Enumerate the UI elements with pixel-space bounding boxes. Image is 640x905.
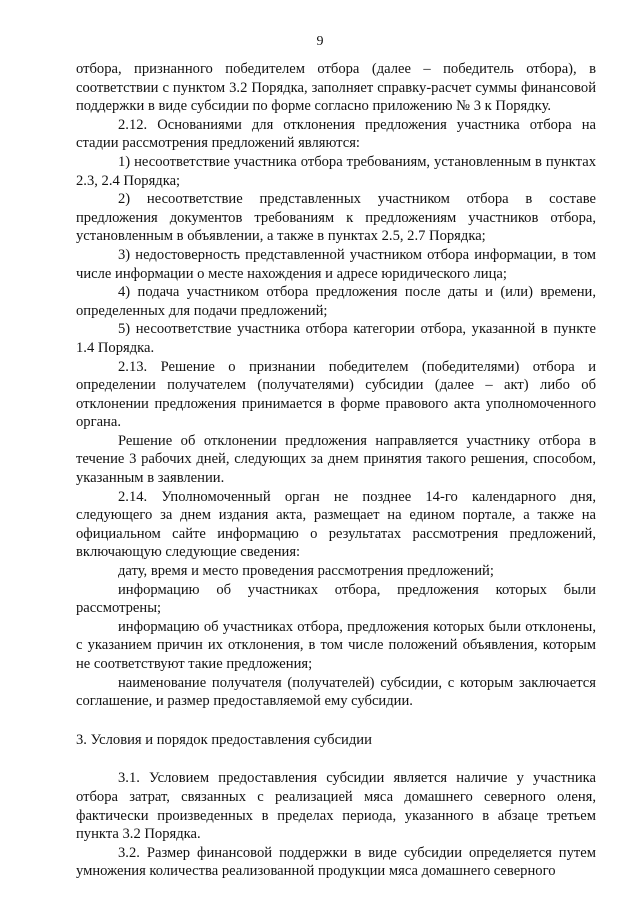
list-item: информацию об участниках отбора, предложения которых были отклонены, с указанием причин их отклонения, в том числе положений объявления, которым не соответствуют такие предложения;: [76, 618, 596, 672]
list-item: 4) подача участником отбора предложения после даты и (или) времени, определенных для подачи предложений;: [76, 284, 596, 319]
page-number: 9: [316, 34, 324, 49]
list-item: 5) несоответствие участника отбора категории отбора, указанной в пункте 1.4 Порядка.: [76, 321, 596, 356]
paragraph: 2.14. Уполномоченный орган не позднее 14-го календарного дня, следующего за днем издания акта, размещает на едином портале, а также на официальном сайте информацию о результатах рассмотрения предложений, включающую следующие сведения:: [76, 488, 596, 561]
list-item: дату, время и место проведения рассмотрения предложений;: [118, 563, 494, 580]
paragraph: Решение об отклонении предложения направляется участнику отбора в течение 3 рабочих дней, следующих за днем принятия такого решения, способом, указанным в заявлении.: [76, 432, 596, 487]
list-item: информацию об участниках отбора, предложения которых были рассмотрены;: [76, 581, 596, 617]
document-body: [76, 60, 596, 881]
list-item: 3) недостоверность представленной участником отбора информации, в том числе информации о месте нахождения и адресе юридического лица;: [76, 246, 596, 282]
paragraph: 2.13. Решение о признании победителем (победителями) отбора и определении получателем (получателями) субсидии (далее – акт) либо об отклонении предложения принимается в форме правового акта уполномоченного органа.: [76, 358, 596, 431]
list-item: наименование получателя (получателей) субсидии, с которым заключается соглашение, и размер предоставляемой ему субсидии.: [76, 674, 596, 710]
paragraph: 3.1. Условием предоставления субсидии является наличие у участника отбора затрат, связанных с реализацией мяса домашнего северного оленя, фактически произведенных в пределах периода, указанного в абзаце третьем пункта 3.2 Порядка.: [76, 770, 596, 843]
paragraph: 2.12. Основаниями для отклонения предложения участника отбора на стадии рассмотрения предложений являются:: [76, 116, 596, 152]
list-item: 2) несоответствие представленных участником отбора в составе предложения документов требованиям к предложениям участников отбора, установленным в объявлении, а также в пунктах 2.5, 2.7 Порядка;: [76, 191, 596, 245]
paragraph: 3.2. Размер финансовой поддержки в виде субсидии определяется путем умножения количества реализованной продукции мяса домашнего северного: [76, 844, 596, 880]
list-item: 1) несоответствие участника отбора требованиям, установленным в пунктах 2.3, 2.4 Порядка;: [76, 153, 596, 189]
paragraph: отбора, признанного победителем отбора (далее – победитель отбора), в соответствии с пунктом 3.2 Порядка, заполняет справку-расчет суммы финансовой поддержки в виде субсидии по форме согласно приложению № 3 к Порядку.: [76, 61, 596, 115]
section-heading: 3. Условия и порядок предоставления субсидии: [76, 731, 372, 748]
